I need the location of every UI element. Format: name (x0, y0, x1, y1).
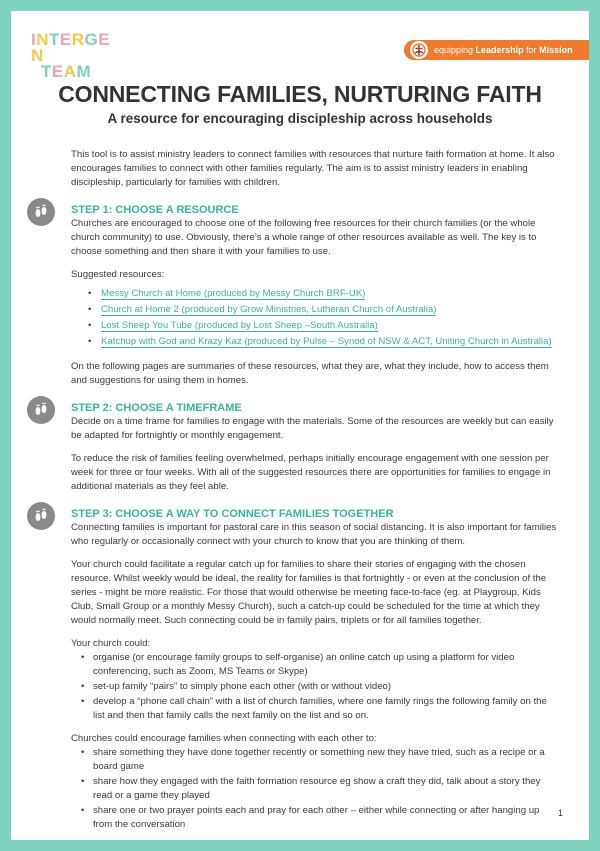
page-number: 1 (557, 808, 563, 818)
page-title: CONNECTING FAMILIES, NURTURING FAITH (58, 81, 542, 107)
your-church-could-label: Your church could: (71, 638, 151, 649)
resource-link-lost-sheep[interactable]: Lost Sheep You Tube (produced by Lost Sheep –South Australia) (101, 320, 378, 331)
resource-links-list (71, 286, 561, 350)
intergen-team-logo (31, 32, 121, 80)
list-item: • share one or two prayer points each and pray for each other – either while connecting or after hanging up from the conversation (93, 804, 561, 832)
step-2-p1: Decide on a time frame for families to engage with the materials. Some of the resources are weekly but can easily be adapted for fortnightly or monthly engagement. (71, 416, 554, 441)
step-1-heading: STEP 1: CHOOSE A RESOURCE (71, 204, 239, 216)
list-item: • develop a “phone call chain” with a list of church families, where one family rings the following family on the list and then that family calls the next family on the list and so on. (93, 695, 561, 723)
banner-text: equipping Leadership for Mission (434, 45, 573, 55)
list-item (101, 318, 561, 334)
list-item (101, 302, 561, 318)
resource-link-church-at-home[interactable]: Church at Home 2 (produced by Grow Ministries, Lutheran Church of Australia) (101, 304, 437, 315)
list-item: • share something they have done together recently or something new they have tried, such as a recipe or a board game (93, 746, 561, 774)
footprints-icon (27, 502, 55, 530)
logo-letter: E (51, 62, 64, 81)
step-1-body: Churches are encouraged to choose one of the following free resources for their church families (or the whole church community) to use. Obviously, there’s a whole range of other resources available as well. The key is to choose something and then share it with your families to use. (71, 218, 537, 257)
resource-link-messy-church[interactable]: Messy Church at Home (produced by Messy Church BRF-UK) (101, 288, 366, 299)
logo-letter: G (84, 30, 99, 49)
logo-letter: E (59, 30, 72, 49)
logo-letter: R (71, 30, 85, 49)
list-item: • organise (or encourage family groups to self-organise) an online catch up using a platform for video conferencing, such as Zoom, MS Teams or Skype) (93, 651, 561, 679)
logo-letter: T (41, 62, 52, 81)
footprints-icon (27, 396, 55, 424)
main-content (71, 148, 561, 841)
church-emblem-icon (410, 41, 428, 59)
footprints-icon (27, 198, 55, 226)
step-3-p1: Connecting families is important for pastoral care in this season of social distancing. It is also important for families who regularly or occasionally connect with your church to know that you are thinking of them. (71, 522, 557, 547)
logo-letter: A (63, 62, 77, 81)
intro-paragraph: This tool is to assist ministry leaders to connect families with resources that nurture faith formation at home. It also encourages families to connect with other families regularly. The aim is to assist ministry leaders in enabling discipleship, particularly for families with children. (71, 149, 555, 188)
step-1-section (71, 204, 561, 388)
church-could-list (71, 651, 561, 723)
list-item (101, 334, 561, 350)
encourage-list (71, 746, 561, 832)
step-3-p2: Your church could facilitate a regular catch up for families to share their stories of engaging with the chosen resource. Whilst weekly would be ideal, the reality for families is that fortnightly - or even at the conclusion of the series - might be more realistic. For those that would otherwise be meeting face-to-face (eg. at Playgroup, Kids Club, Small Group or a monthly Messy Church), such a catch-up could be scheduled for the time at which they would normally meet. Such connecting could be in family pairs, triplets or for all families together. (71, 559, 547, 626)
step-3-section (71, 508, 561, 832)
step-2-heading: STEP 2: CHOOSE A TIMEFRAME (71, 402, 242, 414)
page-subtitle: A resource for encouraging discipleship across households (107, 111, 493, 126)
resource-link-katchup[interactable]: Katchup with God and Krazy Kaz (produced by Pulse – Synod of NSW & ACT, Uniting Church in Australia) (101, 336, 552, 347)
step-3-heading: STEP 3: CHOOSE A WAY TO CONNECT FAMILIES TOGETHER (71, 508, 394, 520)
leadership-banner (404, 40, 589, 60)
list-item: • set-up family “pairs” to simply phone each other (with or without video) (93, 680, 561, 694)
step-2-section (71, 402, 561, 494)
suggested-resources-label: Suggested resources: (71, 269, 165, 280)
logo-letter: N (36, 30, 50, 49)
logo-letter: I (31, 30, 37, 49)
logo-letter: T (49, 30, 60, 49)
logo-letter: M (76, 62, 92, 81)
logo-letter: N (31, 46, 44, 65)
step-2-p2: To reduce the risk of families feeling overwhelmed, perhaps initially encourage engagement with one session per week for three or four weeks. With all of the suggested resources there are opportunities for families to engage in additional materials as they feel able. (71, 453, 551, 492)
list-item: • share how they engaged with the faith formation resource eg show a craft they did, talk about a story they read or a game they played (93, 775, 561, 803)
logo-letter: E (98, 30, 111, 49)
list-item (101, 286, 561, 302)
encourage-label: Churches could encourage families when connecting with each other to: (71, 733, 377, 744)
step-1-after: On the following pages are summaries of these resources, what they are, what they include, how to access them and suggestions for using them in homes. (71, 361, 549, 386)
